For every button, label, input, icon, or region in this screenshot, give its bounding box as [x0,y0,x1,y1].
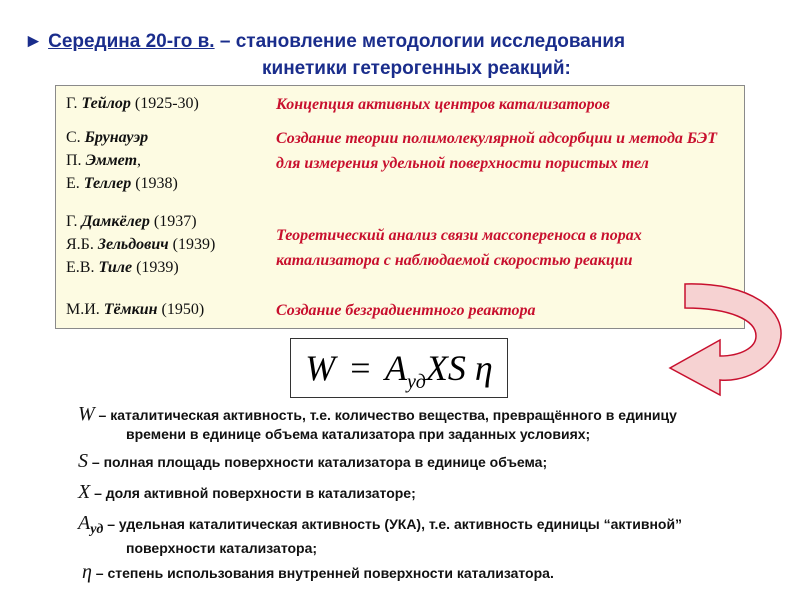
definition-item [78,405,778,444]
name-initials: Е.В. [66,259,99,276]
definition-text: – степень использования внутренней поверхности катализатора. [91,565,554,581]
formula-box [290,338,508,398]
name-line [66,172,276,195]
title-line1: становление методологии исследования [235,31,626,52]
name-initials: Г. [66,213,82,230]
name-line [66,92,276,115]
name-surname: Брунауэр [84,129,149,146]
name-initials: Г. [66,95,82,112]
definition-symbol: S [78,450,88,472]
name-initials: П. [66,152,86,169]
definition-item [78,483,778,503]
definition-symbol: η [82,561,92,583]
curved-arrow-icon [640,280,790,400]
name-surname: Зельдович [97,236,169,253]
definition-item [78,514,778,558]
formula-equals: = [350,348,371,388]
name-initials: М.И. [66,301,104,318]
definition-item [78,452,778,472]
name-initials: Я.Б. [66,236,98,253]
definition-text-cont: поверхности катализатора; [126,539,318,556]
name-surname: Тейлор [81,95,131,112]
title-marker: ► [24,31,43,52]
title-period: Середина 20-го в. [48,31,215,52]
name-surname: Тиле [98,259,133,276]
definition-text: – удельная каталитическая активность (УКА), т.е. активность единицы “активной” [103,516,683,532]
name-year: (1939) [168,236,216,253]
name-surname: Теллер [83,175,132,192]
row-description: Создание теории полимолекулярной адсорбции и метода БЭТ для измерения удельной поверхности пористых тел [276,130,717,172]
formula-xs: XS [425,348,466,388]
row-names [66,298,276,321]
row-description: Теоретический анализ связи массопереноса в порах катализатора с наблюдаемой скоростью реакции [276,227,642,269]
definition-text-cont: времени в единице объема катализатора при заданных условиях; [126,426,591,442]
row-description: Концепция активных центров катализаторов [276,96,610,113]
name-surname: Тёмкин [103,301,158,318]
name-line [66,126,276,149]
definition-symbol: W [78,403,95,425]
definition-text: – доля активной поверхности в катализаторе; [90,485,416,501]
row-description: Создание безградиентного реактора [276,302,536,319]
name-year: (1950) [157,301,205,318]
formula-w: W [305,348,336,388]
name-year: (1938) [131,175,178,192]
name-surname: Дамкёлер [81,213,150,230]
name-year: (1939) [132,259,179,276]
definition-symbol: A [78,512,91,534]
name-year: , [137,152,142,169]
name-line [66,298,276,321]
row-names [66,92,276,115]
name-year: (1925-30) [130,95,199,112]
formula-a-sub: уд [406,371,426,394]
slide-title [24,28,784,82]
row-names [66,126,276,195]
name-line [66,233,276,256]
definition-item [78,563,778,583]
definition-text: – полная площадь поверхности катализатора в единице объема; [88,454,548,470]
name-line [66,149,276,172]
name-initials: С. [66,129,85,146]
name-line [66,210,276,233]
definition-text: – каталитическая активность, т.е. количество вещества, превращённого в единицу [94,407,677,423]
formula-eta: η [474,348,493,388]
name-initials: Е. [66,175,84,192]
formula-a: A [384,348,407,388]
arrow-shape [670,284,781,395]
title-line2: кинетики гетерогенных реакций: [262,58,571,79]
row-names [66,210,276,279]
name-year: (1937) [149,213,197,230]
definition-symbol: X [78,481,91,503]
title-dash: – [214,31,236,52]
name-surname: Эммет [85,152,138,169]
definition-symbol-sub: уд [90,521,104,537]
name-line [66,256,276,279]
